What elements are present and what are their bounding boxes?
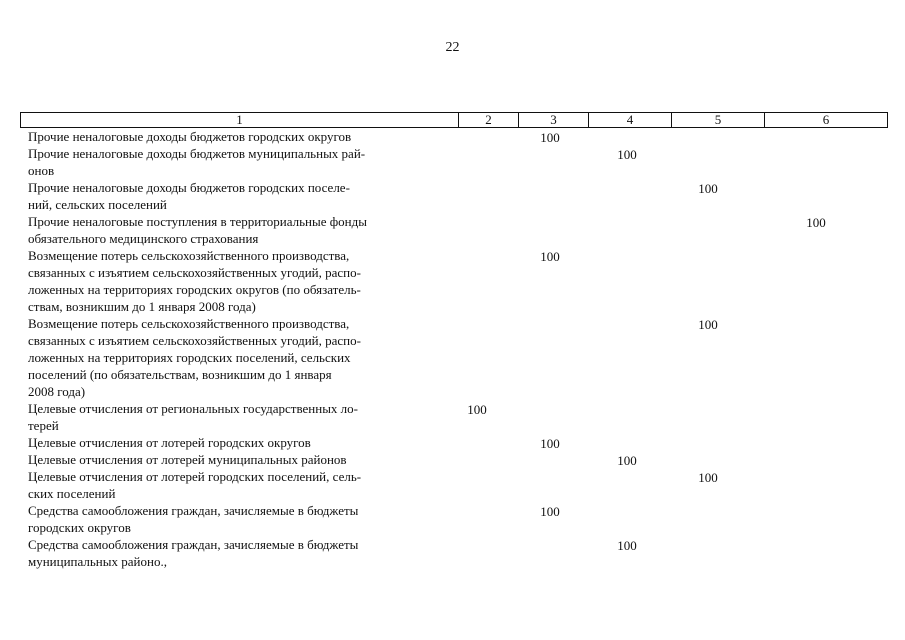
row-label: Средства самообложения граждан, зачисляемые в бюджеты муниципальных районо., [28,537,359,569]
row-label: Прочие неналоговые доходы бюджетов муниципальных рай- онов [28,146,366,178]
row-value: 100 [698,470,718,485]
row-value: 100 [467,402,487,417]
row-value: 100 [617,147,637,162]
row-value: 100 [617,538,637,553]
column-header-3: 3 [518,113,588,127]
row-label: Возмещение потерь сельскохозяйственного производства, связанных с изъятием сельскохозяйственных угодий, распо- ложенных на территориях городских поселений, сельских поселений (по обязательствам, возникшим до 1 января 2008 года) [28,316,361,399]
column-header-5: 5 [671,113,764,127]
table-row [20,451,888,468]
column-header-2: 2 [458,113,518,127]
row-value: 100 [806,215,826,230]
row-value: 100 [540,436,560,451]
table-row [20,128,888,145]
row-label: Прочие неналоговые доходы бюджетов городских поселе- ний, сельских поселений [28,180,350,212]
table-row [20,213,888,247]
page-number: 22 [445,40,460,55]
table-row [20,145,888,179]
table-row [20,315,888,400]
row-label: Средства самообложения граждан, зачисляемые в бюджеты городских округов [28,503,359,535]
table-row [20,434,888,451]
column-header-6: 6 [764,113,887,127]
table-row [20,468,888,502]
table-row [20,247,888,315]
row-value: 100 [540,130,560,145]
row-label: Возмещение потерь сельскохозяйственного производства, связанных с изъятием сельскохозяйственных угодий, распо- ложенных на территориях городских округов (по обязатель- ствам, возникшим до 1 января 2008 года) [28,248,361,314]
row-value: 100 [540,504,560,519]
table-row [20,400,888,434]
column-header-4: 4 [588,113,671,127]
row-value: 100 [617,453,637,468]
row-value: 100 [698,181,718,196]
row-label: Целевые отчисления от лотерей городских поселений, сель- ских поселений [28,469,362,501]
table-row [20,179,888,213]
table-row [20,536,888,570]
column-header-1: 1 [236,112,243,127]
row-value: 100 [698,317,718,332]
table-header-row [20,112,888,128]
row-value: 100 [540,249,560,264]
table-body [20,128,888,570]
table-row [20,502,888,536]
row-label: Целевые отчисления от лотерей городских округов [28,435,311,450]
row-label: Прочие неналоговые поступления в территориальные фонды обязательного медицинского страхования [28,214,367,246]
row-label: Прочие неналоговые доходы бюджетов городских округов [28,129,352,144]
row-label: Целевые отчисления от региональных государственных ло- терей [28,401,358,433]
row-label: Целевые отчисления от лотерей муниципальных районов [28,452,347,467]
